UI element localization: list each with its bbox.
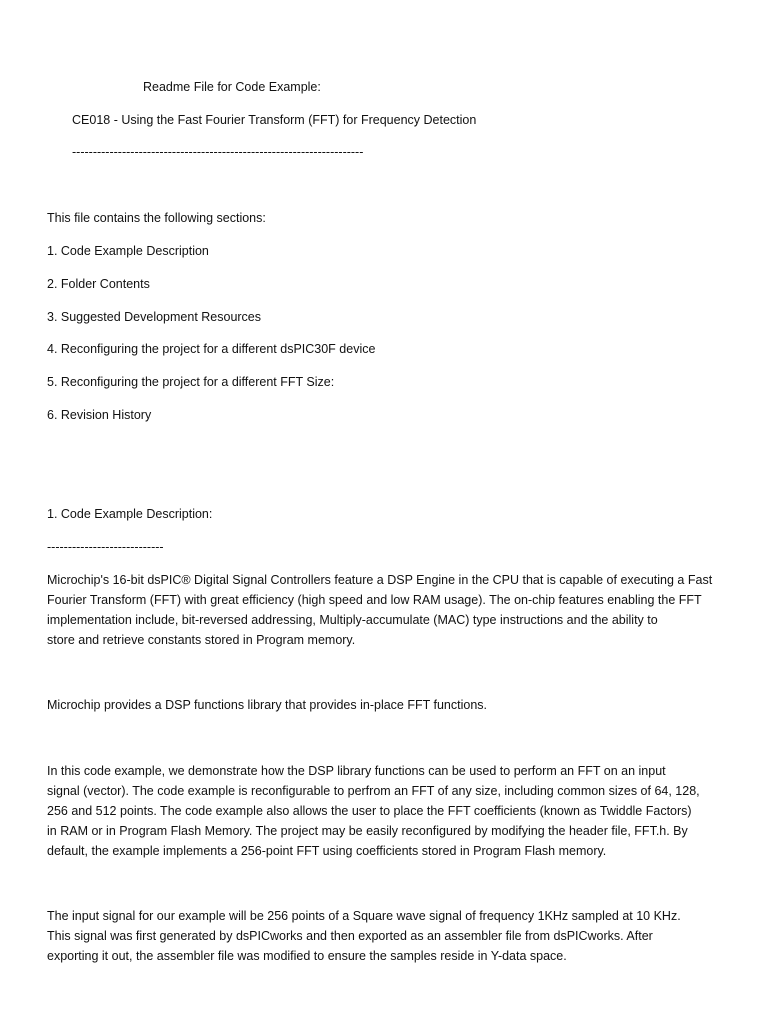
paragraph-input-signal xyxy=(47,906,727,966)
paragraph-line: In this code example, we demonstrate how the DSP library functions can be used to perform an FFT on an input xyxy=(47,764,666,778)
paragraph-line: store and retrieve constants stored in Program memory. xyxy=(47,633,356,647)
paragraph-code-example xyxy=(47,761,727,861)
toc-item: 6. Revision History xyxy=(47,408,152,422)
toc-item: 5. Reconfiguring the project for a different FFT Size: xyxy=(47,375,335,389)
doc-title: Readme File for Code Example: xyxy=(143,80,321,94)
paragraph-line: exporting it out, the assembler file was modified to ensure the samples reside in Y-data space. xyxy=(47,949,567,963)
paragraph-line: Microchip's 16-bit dsPIC® Digital Signal Controllers feature a DSP Engine in the CPU that is capable of executing a Fast xyxy=(47,573,713,587)
paragraph-line: 256 and 512 points. The code example also allows the user to place the FFT coefficients (known as Twiddle Factors) xyxy=(47,804,692,818)
paragraph-line: This signal was first generated by dsPICworks and then exported as an assembler file from dsPICworks. After xyxy=(47,929,653,943)
paragraph-line: in RAM or in Program Flash Memory. The project may be easily reconfigured by modifying the header file, FFT.h. By xyxy=(47,824,688,838)
toc-item: 1. Code Example Description xyxy=(47,244,209,258)
paragraph-dsp-library xyxy=(47,695,727,715)
toc-item: 3. Suggested Development Resources xyxy=(47,310,262,324)
section-separator: ---------------------------- xyxy=(47,540,164,554)
paragraph-line: signal (vector). The code example is reconfigurable to perfrom an FFT of any size, including common sizes of 64, 128, xyxy=(47,784,700,798)
paragraph-line: Fourier Transform (FFT) with great efficiency (high speed and low RAM usage). The on-chip features enabling the FFT xyxy=(47,593,702,607)
toc-intro: This file contains the following sections: xyxy=(47,211,266,225)
paragraph-dsp-engine xyxy=(47,570,727,650)
doc-subtitle: CE018 - Using the Fast Fourier Transform (FFT) for Frequency Detection xyxy=(72,113,477,127)
toc-item: 2. Folder Contents xyxy=(47,277,150,291)
paragraph-line: The input signal for our example will be 256 points of a Square wave signal of frequency 1KHz sampled at 10 KHz. xyxy=(47,909,681,923)
paragraph-line: default, the example implements a 256-point FFT using coefficients stored in Program Flash memory. xyxy=(47,844,607,858)
paragraph-line: implementation include, bit-reversed addressing, Multiply-accumulate (MAC) type instructions and the ability to xyxy=(47,613,658,627)
separator-line: ---------------------------------------------------------------------- xyxy=(72,145,364,159)
toc-item: 4. Reconfiguring the project for a different dsPIC30F device xyxy=(47,342,376,356)
section-heading: 1. Code Example Description: xyxy=(47,507,213,521)
paragraph-line: Microchip provides a DSP functions library that provides in-place FFT functions. xyxy=(47,698,488,712)
